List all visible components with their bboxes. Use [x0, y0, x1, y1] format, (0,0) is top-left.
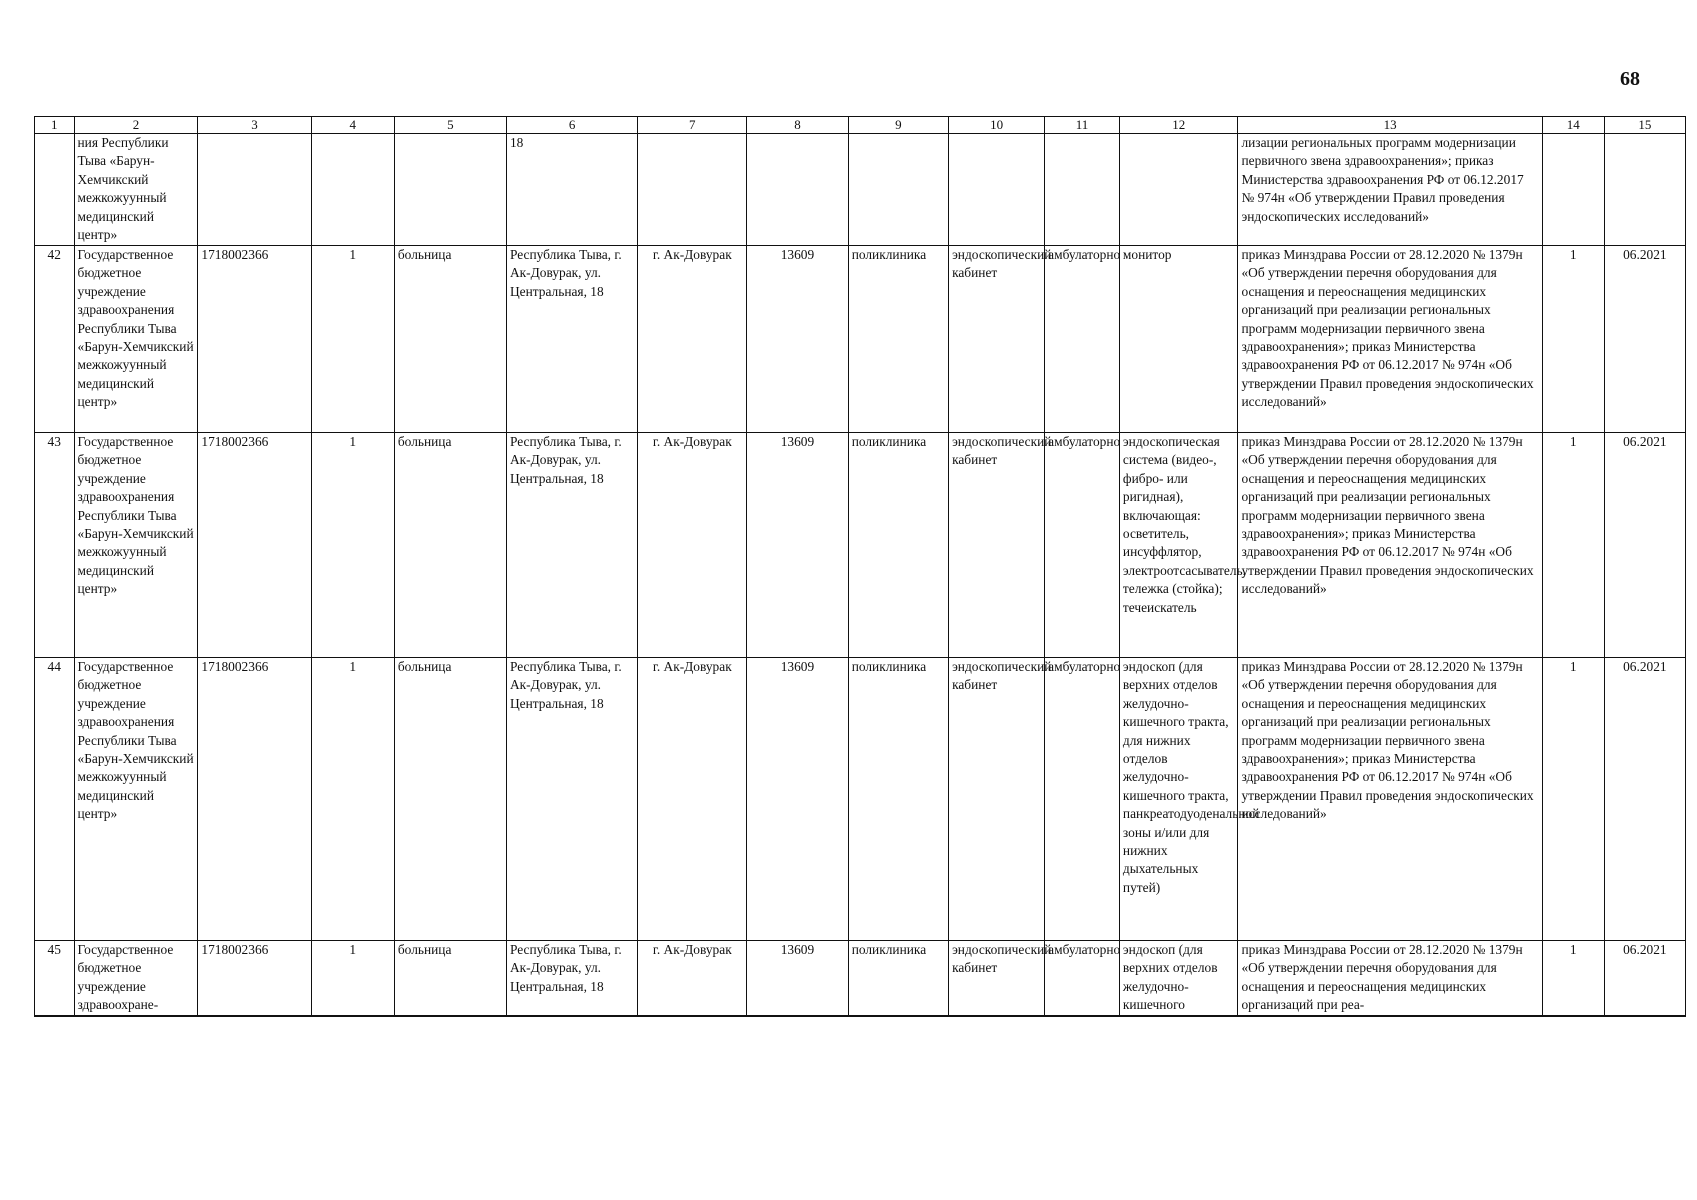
cell-city: г. Ак-Довурак	[638, 658, 747, 941]
cell-code	[747, 134, 848, 246]
cell-c4: 1	[311, 246, 394, 433]
cell-c10: эндоскопический кабинет	[949, 246, 1045, 433]
cell-c10: эндоскопический кабинет	[949, 433, 1045, 658]
cell-c11: амбулаторно	[1045, 941, 1120, 1016]
header-cell: 1	[35, 117, 75, 134]
cell-num: 45	[35, 941, 75, 1016]
cell-address: Республика Тыва, г. Ак-Довурак, ул. Центральная, 18	[506, 433, 637, 658]
header-cell: 9	[848, 117, 948, 134]
table-row	[35, 246, 1686, 433]
table-row	[35, 433, 1686, 658]
cell-qty	[1542, 134, 1604, 246]
cell-c11: амбулаторно	[1045, 246, 1120, 433]
cell-c11	[1045, 134, 1120, 246]
cell-date: 06.2021	[1604, 658, 1685, 941]
cell-basis: приказ Минздрава России от 28.12.2020 № 1379н «Об утверждении перечня оборудования для оснащения и переоснащения медицинских организаций при реализации региональных программ модернизации первичного звена здравоохранения»; приказ Министерства здравоохранения РФ от 06.12.2017 № 974н «Об утверждении Правил проведения эндоскопических исследований»	[1238, 433, 1542, 658]
table-row	[35, 941, 1686, 1016]
cell-city: г. Ак-Довурак	[638, 246, 747, 433]
cell-date: 06.2021	[1604, 433, 1685, 658]
header-cell: 6	[506, 117, 637, 134]
table-row	[35, 658, 1686, 941]
cell-date	[1604, 134, 1685, 246]
cell-qty: 1	[1542, 658, 1604, 941]
cell-num	[35, 134, 75, 246]
cell-equipment	[1119, 134, 1238, 246]
cell-inn: 1718002366	[198, 246, 311, 433]
cell-name: Государственное бюджетное учреждение здравоохранения Республики Тыва «Барун-Хемчикский межкожуунный медицинский центр»	[74, 246, 198, 433]
header-cell: 5	[394, 117, 506, 134]
cell-name: ния Республики Тыва «Барун-Хемчикский межкожуунный медицинский центр»	[74, 134, 198, 246]
cell-type: больница	[394, 433, 506, 658]
cell-qty: 1	[1542, 433, 1604, 658]
cell-c4: 1	[311, 658, 394, 941]
cell-type	[394, 134, 506, 246]
cell-num: 42	[35, 246, 75, 433]
cell-num: 43	[35, 433, 75, 658]
cell-city	[638, 134, 747, 246]
cell-basis: приказ Минздрава России от 28.12.2020 № 1379н «Об утверждении перечня оборудования для оснащения и переоснащения медицинских организаций при реализации региональных программ модернизации первичного звена здравоохранения»; приказ Министерства здравоохранения РФ от 06.12.2017 № 974н «Об утверждении Правил проведения эндоскопических исследований»	[1238, 246, 1542, 433]
cell-name: Государственное бюджетное учреждение здравоохране-	[74, 941, 198, 1016]
header-cell: 11	[1045, 117, 1120, 134]
cell-type: больница	[394, 658, 506, 941]
cell-code: 13609	[747, 941, 848, 1016]
cell-c9: поликлиника	[848, 246, 948, 433]
cell-c9: поликлиника	[848, 433, 948, 658]
cell-basis: приказ Минздрава России от 28.12.2020 № 1379н «Об утверждении перечня оборудования для оснащения и переоснащения медицинских организаций при реа-	[1238, 941, 1542, 1016]
page-number: 68	[1620, 68, 1640, 90]
cell-address: Республика Тыва, г. Ак-Довурак, ул. Центральная, 18	[506, 246, 637, 433]
cell-city: г. Ак-Довурак	[638, 433, 747, 658]
cell-code: 13609	[747, 433, 848, 658]
cell-c4	[311, 134, 394, 246]
cell-c11: амбулаторно	[1045, 433, 1120, 658]
cell-equipment: эндоскоп (для верхних отделов желудочно-кишечного тракта, для нижних отделов желудочно-кишечного тракта, панкреатодуоденальной зоны и/или для нижних дыхательных путей)	[1119, 658, 1238, 941]
cell-c9: поликлиника	[848, 658, 948, 941]
cell-c9: поликлиника	[848, 941, 948, 1016]
cell-city: г. Ак-Довурак	[638, 941, 747, 1016]
cell-equipment: монитор	[1119, 246, 1238, 433]
cell-inn: 1718002366	[198, 433, 311, 658]
cell-c10	[949, 134, 1045, 246]
cell-type: больница	[394, 941, 506, 1016]
cell-inn	[198, 134, 311, 246]
header-cell: 14	[1542, 117, 1604, 134]
cell-code: 13609	[747, 246, 848, 433]
cell-code: 13609	[747, 658, 848, 941]
cell-qty: 1	[1542, 246, 1604, 433]
cell-basis: лизации региональных программ модернизации первичного звена здравоохранения»; приказ Министерства здравоохранения РФ от 06.12.2017 № 974н «Об утверждении Правил проведения эндоскопических исследований»	[1238, 134, 1542, 246]
header-cell: 12	[1119, 117, 1238, 134]
header-cell: 4	[311, 117, 394, 134]
header-cell: 10	[949, 117, 1045, 134]
cell-c4: 1	[311, 941, 394, 1016]
cell-type: больница	[394, 246, 506, 433]
cell-equipment: эндоскопическая система (видео-, фибро- или ригидная), включающая: осветитель, инсуффлятор, электроотсасыватель, тележка (стойка); течеискатель	[1119, 433, 1238, 658]
cell-equipment: эндоскоп (для верхних отделов желудочно-кишечного	[1119, 941, 1238, 1016]
cell-inn: 1718002366	[198, 941, 311, 1016]
cell-date: 06.2021	[1604, 246, 1685, 433]
header-cell: 7	[638, 117, 747, 134]
cell-c11: амбулаторно	[1045, 658, 1120, 941]
equipment-table	[34, 116, 1686, 1017]
header-cell: 8	[747, 117, 848, 134]
header-cell: 3	[198, 117, 311, 134]
header-cell: 2	[74, 117, 198, 134]
cell-c9	[848, 134, 948, 246]
cell-address: 18	[506, 134, 637, 246]
cell-c10: эндоскопический кабинет	[949, 941, 1045, 1016]
header-row	[35, 117, 1686, 134]
cell-inn: 1718002366	[198, 658, 311, 941]
cell-name: Государственное бюджетное учреждение здравоохранения Республики Тыва «Барун-Хемчикский межкожуунный медицинский центр»	[74, 658, 198, 941]
table-row-continuation	[35, 134, 1686, 246]
cell-date: 06.2021	[1604, 941, 1685, 1016]
header-cell: 13	[1238, 117, 1542, 134]
cell-c4: 1	[311, 433, 394, 658]
cell-address: Республика Тыва, г. Ак-Довурак, ул. Центральная, 18	[506, 941, 637, 1016]
cell-name: Государственное бюджетное учреждение здравоохранения Республики Тыва «Барун-Хемчикский межкожуунный медицинский центр»	[74, 433, 198, 658]
cell-c10: эндоскопический кабинет	[949, 658, 1045, 941]
cell-basis: приказ Минздрава России от 28.12.2020 № 1379н «Об утверждении перечня оборудования для оснащения и переоснащения медицинских организаций при реализации региональных программ модернизации первичного звена здравоохранения»; приказ Министерства здравоохранения РФ от 06.12.2017 № 974н «Об утверждении Правил проведения эндоскопических исследований»	[1238, 658, 1542, 941]
cell-address: Республика Тыва, г. Ак-Довурак, ул. Центральная, 18	[506, 658, 637, 941]
cell-num: 44	[35, 658, 75, 941]
header-cell: 15	[1604, 117, 1685, 134]
cell-qty: 1	[1542, 941, 1604, 1016]
